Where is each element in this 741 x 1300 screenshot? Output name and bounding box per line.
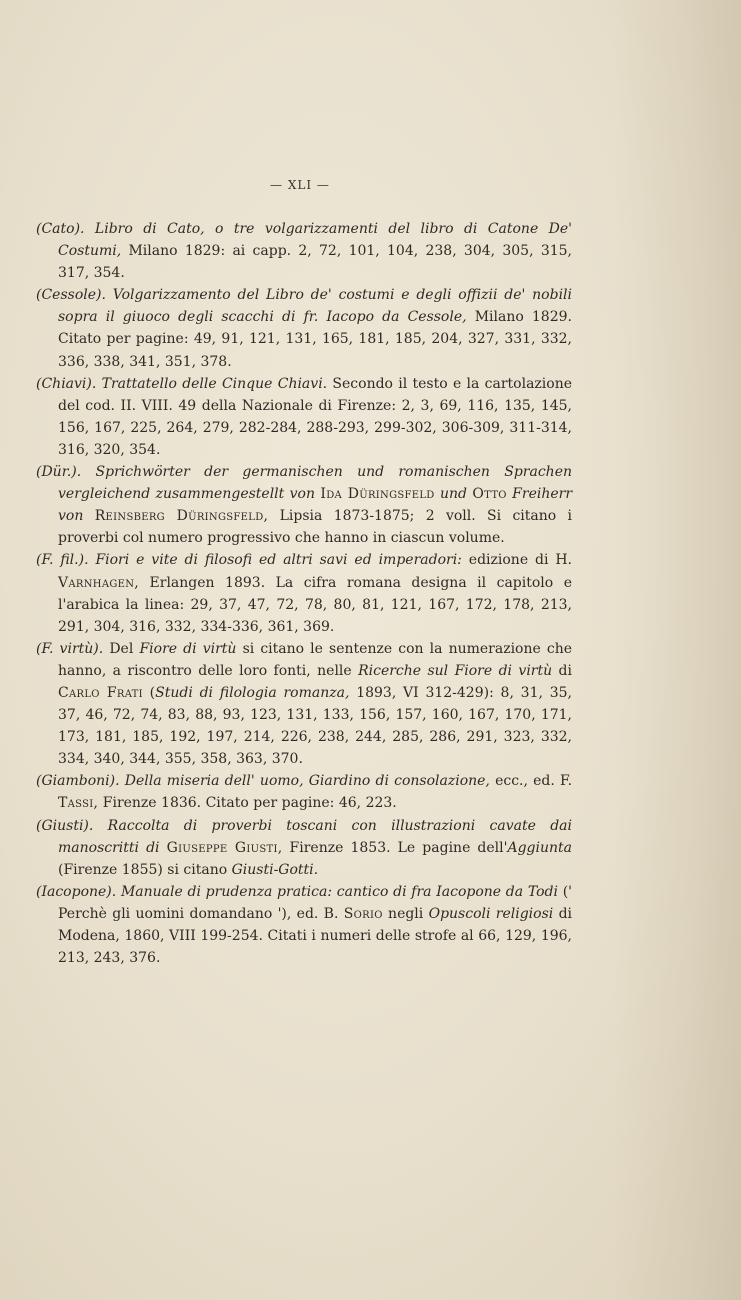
entry-text: Milano 1829: ai capp. 2, 72, 101, 104, 238, 304, 305, 315, 317, 354. xyxy=(58,243,572,282)
entry-text: si citano le sentenze con la numerazione che hanno, a riscontro delle loro fonti, nelle xyxy=(58,640,573,679)
entry-journal: Studi di filologia romanza, xyxy=(155,684,350,701)
bibliography-list xyxy=(36,218,572,969)
entry-f-virtu xyxy=(36,638,572,771)
entry-key: (Giusti). xyxy=(36,817,94,834)
entry-iacopone xyxy=(36,881,572,969)
running-head: — XLI — xyxy=(270,178,330,192)
entry-text: negli xyxy=(388,905,424,922)
entry-title: Sprichwörter der germanischen und romanischen Sprachen vergleichend zusammengestellt von xyxy=(58,464,572,503)
entry-text: Secondo il testo e la cartolazione del cod. II. VIII. 49 della Nazionale di Firenze: 2, 3, 69, 116, 135, 145, 156, 167, 225, 264, 279, 282-284, 288-293, 299-302, 306-309, 311-314, 316, 320, 354. xyxy=(58,375,572,458)
entry-title: Ricerche sul Fiore di virtù xyxy=(358,662,553,679)
entry-author: Sorio xyxy=(343,905,383,922)
entry-title: Fiori e vite di filosofi ed altri savi ed imperadori: xyxy=(95,552,462,569)
entry-cato xyxy=(36,218,572,284)
entry-title: Della miseria dell' uomo, Giardino di consolazione, xyxy=(124,773,490,790)
entry-key: (Dür.). xyxy=(36,464,82,481)
entry-title: Trattatello delle Cinque Chiavi. xyxy=(101,375,328,392)
entry-author: Varnhagen, xyxy=(58,574,140,591)
entry-chiavi xyxy=(36,373,572,461)
entry-key: (Chiavi). xyxy=(36,375,97,392)
entry-key: (Cato). xyxy=(36,221,85,237)
entry-title: Fiore di virtù xyxy=(139,640,237,657)
entry-key: (Iacopone). xyxy=(36,883,117,900)
entry-author: Reinsberg Düringsfeld, xyxy=(94,508,269,525)
entry-author: Otto xyxy=(472,486,507,503)
entry-key: (Cessole). xyxy=(36,287,106,304)
entry-author: Tassi, xyxy=(58,795,99,812)
entry-text: di xyxy=(558,662,572,679)
entry-text: ecc., ed. F. xyxy=(495,773,573,790)
entry-text: Firenze 1836. Citato per pagine: 46, 223. xyxy=(102,795,397,812)
entry-giusti xyxy=(36,815,572,881)
page-shadow xyxy=(611,0,741,1300)
entry-f-fil xyxy=(36,549,572,637)
entry-text: Erlangen 1893. La cifra romana designa il capitolo e l'arabica la linea: 29, 37, 47, 72, 78, 80, 81, 121, 167, 172, 178, 213, 291, 304, 316, 332, 334-336, 361, 369. xyxy=(58,574,572,635)
entry-text: Del xyxy=(109,640,134,657)
entry-text: di Modena, 1860, VIII 199-254. Citati i numeri delle strofe al 66, 129, 196, 213, 243, 376. xyxy=(58,905,573,967)
entry-title: Volgarizzamento del Libro de' costumi e degli offizii de' nobili sopra il giuoco degli scacchi di fr. Iacopo da Cessole, xyxy=(58,287,573,326)
entry-dur xyxy=(36,461,572,549)
entry-text: Lipsia 1873-1875; 2 voll. Si citano i proverbi col numero progressivo che hanno in ciascun volume. xyxy=(58,508,572,547)
entry-author: Giuseppe Giusti, xyxy=(166,839,283,856)
entry-title: Opuscoli religiosi xyxy=(428,905,554,922)
entry-title: Manuale di prudenza pratica: cantico di fra Iacopone da Todi xyxy=(120,883,558,900)
entry-conjunction: und xyxy=(440,486,468,503)
entry-key: (Giamboni). xyxy=(36,773,120,790)
entry-title-part: Freiherr von xyxy=(58,486,573,525)
entry-author: Carlo Frati xyxy=(58,684,143,701)
entry-key: (F. fil.). xyxy=(36,552,89,569)
entry-text: edizione di H. xyxy=(468,552,573,569)
entry-text: Milano 1829. Citato per pagine: 49, 91, 121, 131, 165, 181, 185, 204, 327, 331, 332, 336, 338, 341, 351, 378. xyxy=(58,309,572,370)
entry-title: Aggiunta xyxy=(507,839,573,856)
entry-key: (F. virtù). xyxy=(36,640,104,657)
entry-paren: ( xyxy=(149,684,156,701)
entry-title: Libro di Cato, o tre volgarizzamenti del libro di Catone De' Costumi, xyxy=(58,221,572,260)
entry-text: (' Perchè gli uomini domandano '), ed. B. xyxy=(58,883,572,922)
entry-title: Giusti-Gotti. xyxy=(231,861,319,878)
entry-text: (Firenze 1855) si citano xyxy=(58,861,228,878)
entry-text: Firenze 1853. Le pagine dell' xyxy=(289,839,508,856)
entry-title: Raccolta di proverbi toscani con illustrazioni cavate dai manoscritti di xyxy=(58,817,572,856)
entry-giamboni xyxy=(36,770,572,814)
entry-text: 1893, VI 312-429): 8, 31, 35, 37, 46, 72, 74, 83, 88, 93, 123, 131, 133, 156, 157, 160, 167, 170, 171, 173, 181, 185, 192, 197, 214, 226, 238, 244, 285, 286, 291, 323, 332, 334, 340, 344, 355, 358, 363, 370. xyxy=(58,684,572,768)
entry-cessole xyxy=(36,284,572,372)
entry-author: Ida Düringsfeld xyxy=(320,486,435,503)
